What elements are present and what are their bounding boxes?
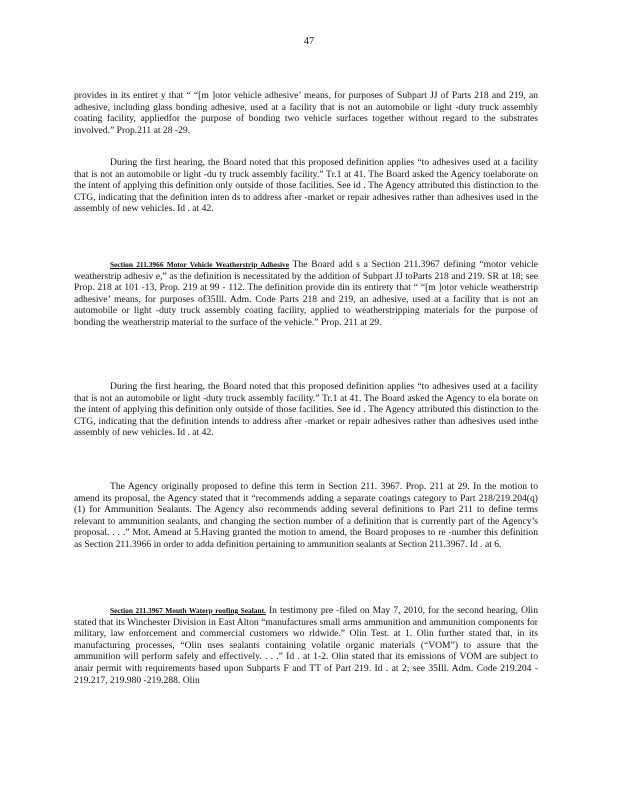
paragraph-4 bbox=[74, 381, 538, 439]
paragraph-2-text: During the first hearing, the Board noted that this proposed definition applies “to adhesives used at a facility that is not an automobile or light -du ty truck assembly facility.” Tr.1 at 41. The Board asked the Agency toelaborate on the intent of applying this definition only outside of those facilities. See id . The Agency attributed this distinction to the CTG, indicating that the definition inten ds to address after -market or repair adhesives rather than adhesives used in the assembly of new vehicles. Id . at 42. bbox=[74, 157, 538, 215]
paragraph-6-text: In testimony pre -filed on May 7, 2010, for the second hearing, Olin stated that its Winchester Division in East Alton “manufactures small arms ammunition and ammunition components for military, law enforcement and commercial customers wo rldwide.” Olin Test. at 1. Olin further stated that, in its manufacturing processes, “Olin uses sealants containing volatile organic materials (“VOM”) to assure that the ammunition will perform safely and effectively. . . .” Id . at 1-2. Olin stated that its emissions of VOM are subject to anair permit with requirements based upon Subparts F and TT of Part 219. Id . at 2; see 35Ill. Adm. Code 219.204 - 219.217, 219.980 -219.288. Olin bbox=[74, 605, 538, 686]
paragraph-2 bbox=[74, 157, 538, 215]
page-number: 47 bbox=[303, 36, 315, 47]
paragraph-1 bbox=[74, 90, 538, 136]
paragraph-3 bbox=[74, 259, 538, 329]
paragraph-4-text: During the first hearing, the Board noted that this proposed definition applies “to adhesives used at a facility that is not an automobile or light -duty truck assembly facility.” Tr.1 at 41. The Board asked the Agency to ela borate on the intent of applying this definition only outside of those facilities. See id . The Agency attributed this distinction to the CTG, indicating that the definition intends to address after -market or repair adhesives rather than adhesives used inthe assembly of new vehicles. Id . at 42. bbox=[74, 381, 538, 439]
paragraph-1-text: provides in its entiret y that “ “[m ]otor vehicle adhesive’ means, for purposes of Subpart JJ of Parts 218 and 219, an adhesive, including glass bonding adhesive, used at a facility that is not an automobile or light -duty truck assembly coating facility, appliedfor the purpose of bonding two vehicle surfaces together without regard to the substrates involved.” Prop.211 at 28 -29. bbox=[74, 90, 538, 136]
section-heading-211-3966: Section 211.3966 Motor Vehicle Weatherstrip Adhesive bbox=[110, 260, 290, 269]
paragraph-6 bbox=[74, 605, 538, 686]
paragraph-5-text: The Agency originally proposed to define this term in Section 211. 3967. Prop. 211 at 29. In the motion to amend its proposal, the Agency stated that it “recommends adding a separate coatings category to Part 218/219.204(q)(1) for Ammunition Sealants. The Agency also recommends adding several definitions to Part 211 to define terms relevant to ammunition sealants, and changing the section number of a definition that is currently part of the Agency’s proposal. . . .” Mot. Amend at 5.Having granted the motion to amend, the Board proposes to re -number this definition as Section 211.3966 in order to adda definition pertaining to ammunition sealants at Section 211.3967. Id . at 6. bbox=[74, 481, 538, 550]
section-heading-211-3967: Section 211.3967 Mouth Waterp roofing Sealant. bbox=[110, 606, 266, 615]
paragraph-5 bbox=[74, 481, 538, 551]
paragraph-3-text: The Board add s a Section 211.3967 defining “motor vehicle weatherstrip adhesiv e,” as the definition is necessitated by the addition of Subpart JJ toParts 218 and 219. SR at 18; see Prop. 218 at 101 -13, Prop. 219 at 99 - 112. The definition provide din its entirety that “ “[m ]otor vehicle weatherstrip adhesive’ means, for purposes of35Ill. Adm. Code Parts 218 and 219, an adhesive, used at a facility that is not an automobile or light -duty truck assembly coating facility, applied to weatherstripping materials for the purpose of bonding the weatherstrip material to the surface of the vehicle.” Prop. 211 at 29. bbox=[74, 259, 538, 328]
